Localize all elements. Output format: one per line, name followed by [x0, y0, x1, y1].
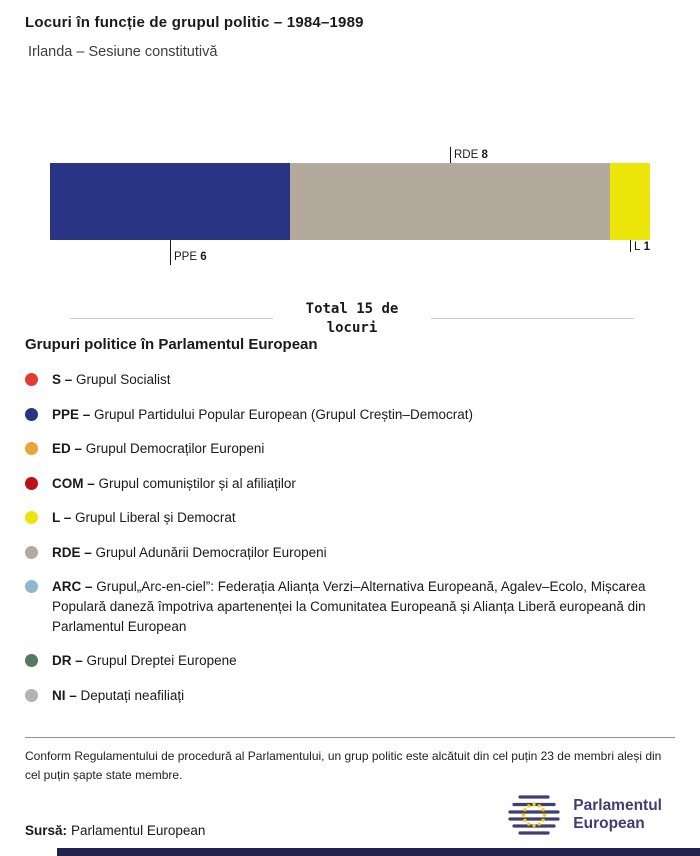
legend-dot-s [25, 373, 38, 386]
ep-logo [505, 794, 662, 836]
bar-label-l: L 1 [634, 241, 650, 253]
ep-logo-text [573, 797, 662, 833]
legend-label-ed: ED – Grupul Democraților Europeni [52, 441, 265, 457]
total-label: Total 15 de locuri [305, 301, 399, 336]
footnote: Conform Regulamentului de procedură al Parlamentului, un grup politic este alcătuit din cel puțin 23 de membri aleși din cel puțin șapte state membre. [25, 749, 662, 783]
legend-label-arc: ARC – Grupul„Arc-en-ciel”: Federația Alianța Verzi–Alternativa Europeană, Agalev–Ecolo, Mișcarea Populară daneză împotriva apartenenței la Comunitatea Europeană și Alianța Liberă europeană din Parlamentul European [52, 579, 646, 634]
logo-line1: Parlamentul [573, 797, 662, 815]
legend [25, 336, 677, 720]
legend-item-ed [25, 439, 677, 459]
bar-segment-rde[interactable] [290, 163, 610, 240]
bottom-bar [57, 848, 700, 856]
legend-label-ni: NI – Deputați neafiliați [52, 687, 185, 703]
legend-dot-ed [25, 442, 38, 455]
legend-label-s: S – Grupul Socialist [52, 372, 171, 387]
bar-label-rde: RDE 8 [453, 149, 488, 161]
legend-item-l [25, 508, 677, 528]
legend-item-rde [25, 543, 677, 563]
bar-label-tick [170, 240, 171, 265]
header [25, 14, 675, 60]
legend-item-ni [25, 686, 677, 706]
bar-label-ppe: PPE 6 [174, 251, 207, 263]
source-label: Sursă: [25, 823, 68, 838]
bar-label-tick [450, 147, 451, 163]
source-value: Parlamentul European [71, 823, 206, 838]
legend-list [25, 370, 677, 705]
legend-dot-arc [25, 580, 38, 593]
legend-item-ppe [25, 405, 677, 425]
legend-label-ppe: PPE – Grupul Partidului Popular European (Grupul Creștin–Democrat) [52, 406, 473, 422]
legend-dot-l [25, 511, 38, 524]
ep-logo-mark [505, 794, 563, 836]
legend-item-dr [25, 651, 677, 671]
logo-line2: European [573, 815, 645, 832]
footnote-divider [25, 737, 675, 738]
stacked-bar [50, 163, 650, 240]
legend-dot-ni [25, 689, 38, 702]
legend-dot-ppe [25, 408, 38, 421]
legend-dot-rde [25, 546, 38, 559]
legend-label-l: L – Grupul Liberal și Democrat [52, 510, 236, 526]
total-divider-left [70, 318, 273, 319]
legend-dot-dr [25, 654, 38, 667]
bar-segment-ppe[interactable] [50, 163, 290, 240]
legend-label-com: COM – Grupul comuniștilor și al afiliaților [52, 475, 296, 491]
legend-item-s [25, 370, 677, 390]
page-subtitle: Irlanda – Sesiune constitutivă [28, 44, 218, 60]
source-line [25, 823, 205, 838]
total-divider-right [431, 318, 634, 319]
total-row [70, 300, 634, 338]
legend-item-com [25, 474, 677, 494]
bar-label-tick [630, 240, 631, 252]
legend-item-arc [25, 577, 677, 636]
page-title: Locuri în funcție de grupul politic – 1984–1989 [25, 14, 364, 31]
legend-label-dr: DR – Grupul Dreptei Europene [52, 653, 237, 669]
legend-dot-com [25, 477, 38, 490]
seats-bar-chart [50, 149, 650, 263]
bar-segment-l[interactable] [610, 163, 650, 240]
legend-label-rde: RDE – Grupul Adunării Democraților Europeni [52, 544, 327, 560]
legend-title: Grupuri politice în Parlamentul European [25, 336, 318, 353]
